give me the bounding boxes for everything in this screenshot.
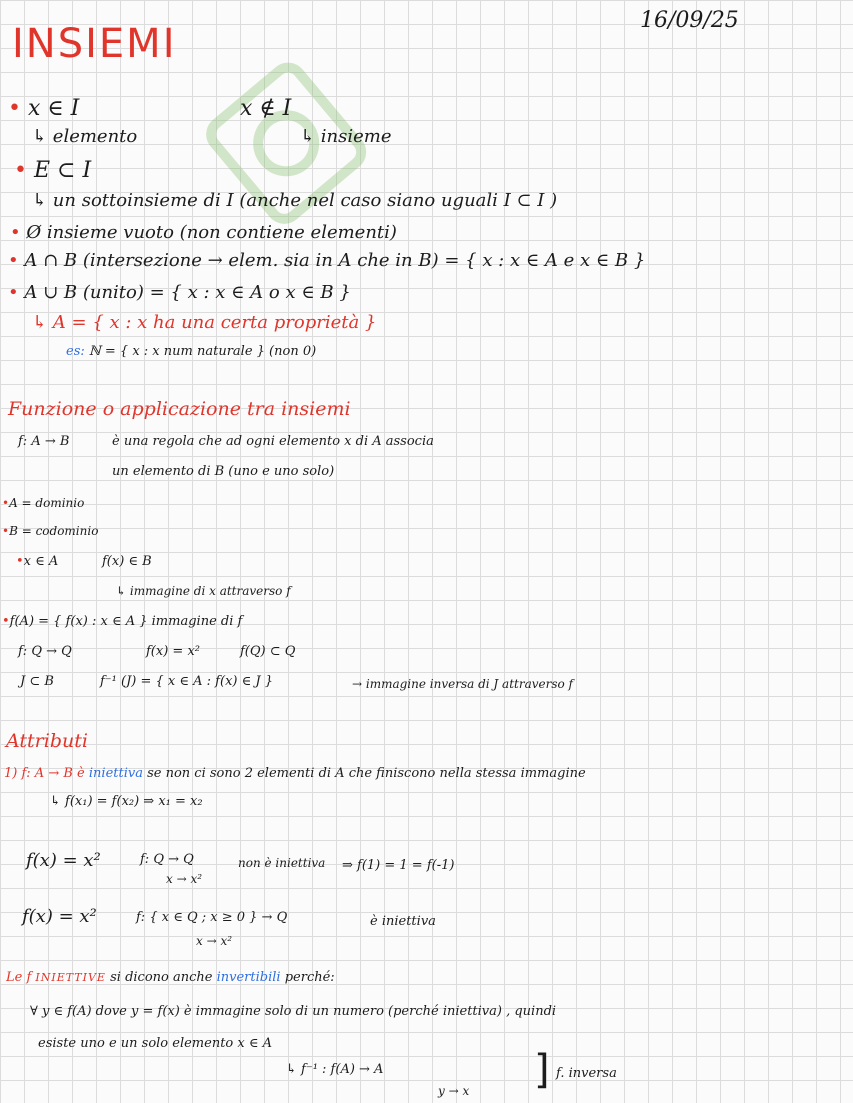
bullet-dot-icon: • [8, 96, 21, 121]
iniettive-caps: INIETTIVE [35, 971, 106, 984]
s3-line4a: f(x) = x² [22, 906, 97, 927]
s3-line2: ↳ f(x₁) = f(x₂) ⇒ x₁ = x₂ [50, 794, 203, 809]
page-date: 16/09/25 [640, 8, 739, 33]
example-label: es: [66, 344, 85, 359]
s3-line8a: ↳ f⁻¹ : f(A) → A [286, 1062, 384, 1077]
bullet-dot-icon: • [14, 158, 27, 183]
s3-line4c: x → x² [196, 934, 233, 948]
s3-line5: Le f INIETTIVE si dicono anche invertibili perché: [6, 970, 335, 985]
term-invertibili: invertibili [216, 970, 281, 985]
s2-line5b: f(x) ∈ B [102, 554, 152, 569]
s3-line4d: è iniettiva [370, 914, 436, 929]
s1-line3: • E ⊂ I [14, 158, 92, 183]
bullet-dot-icon: • [2, 524, 10, 538]
s3-heading: Attributi [6, 730, 88, 752]
page-title: INSIEMI [12, 21, 177, 67]
s3-line3e: ⇒ f(1) = 1 = f(-1) [342, 858, 455, 873]
s2-line1b: è una regola che ad ogni elemento x di A associa [112, 434, 434, 449]
term-iniettiva: iniettiva [88, 766, 143, 781]
s1-line1: • x ∈ I [8, 96, 80, 121]
s1-line8: ↳ A = { x : x ha una certa proprietà } [32, 312, 377, 333]
s2-line6: ↳ immagine di x attraverso f [116, 584, 291, 598]
s3-line7: esiste uno e un solo elemento x ∈ A [38, 1036, 272, 1051]
s3-line8c: f. inversa [556, 1066, 617, 1081]
s3-line1: 1) f: A → B è iniettiva se non ci sono 2 elementi di A che finiscono nella stessa immagine [4, 766, 586, 781]
s3-line8b: y → x [438, 1084, 470, 1098]
bullet-dot-icon: • [10, 222, 21, 243]
s3-line3d: non è iniettiva [238, 856, 326, 870]
s2-line9b: f⁻¹ (J) = { x ∈ A : f(x) ∈ J } [100, 674, 273, 689]
s1-line2b: ↳ insieme [300, 126, 392, 147]
s3-line6: ∀ y ∈ f(A) dove y = f(x) è immagine solo di un numero (perché iniettiva) , quindi [30, 1004, 557, 1019]
s2-heading: Funzione o applicazione tra insiemi [8, 398, 351, 420]
s2-line7: •f(A) = { f(x) : x ∈ A } immagine di f [2, 614, 243, 629]
s1-line7: • A ∪ B (unito) = { x : x ∈ A o x ∈ B } [8, 282, 351, 303]
s1-line4: ↳ un sottoinsieme di I (anche nel caso siano uguali I ⊂ I ) [32, 190, 558, 211]
s3-line3a: f(x) = x² [26, 850, 101, 871]
s1-line5: • Ø insieme vuoto (non contiene elementi) [10, 222, 397, 243]
right-bracket: ] [534, 1047, 550, 1093]
s2-line8c: f(Q) ⊂ Q [240, 644, 296, 659]
bullet-dot-icon: • [2, 614, 10, 629]
s1-line2: ↳ elemento [32, 126, 138, 147]
s2-line9c: → immagine inversa di J attraverso f [352, 677, 573, 691]
s2-line9a: J ⊂ B [20, 674, 54, 689]
bullet-dot-icon: • [8, 250, 19, 271]
s3-line4b: f: { x ∈ Q ; x ≥ 0 } → Q [136, 910, 288, 925]
s1-line1b: x ∉ I [240, 96, 292, 121]
bullet-dot-icon: • [2, 496, 10, 510]
s2-line5a: •x ∈ A [16, 554, 59, 569]
s1-line9: es: ℕ = { x : x num naturale } (non 0) [66, 344, 317, 359]
bullet-dot-icon: • [16, 554, 24, 569]
s3-line3b: f: Q → Q [140, 852, 194, 867]
s2-line8b: f(x) = x² [146, 644, 200, 659]
bullet-dot-icon: • [8, 282, 19, 303]
s2-line2: un elemento di B (uno e uno solo) [112, 464, 335, 479]
s2-line1a: f: A → B [18, 434, 70, 449]
s2-line8a: f: Q → Q [18, 644, 72, 659]
s2-line3: •A = dominio [2, 496, 85, 510]
s3-line3c: x → x² [166, 872, 203, 886]
s1-line6: • A ∩ B (intersezione → elem. sia in A che in B) = { x : x ∈ A e x ∈ B } [8, 250, 646, 271]
s2-line4: •B = codominio [2, 524, 99, 538]
